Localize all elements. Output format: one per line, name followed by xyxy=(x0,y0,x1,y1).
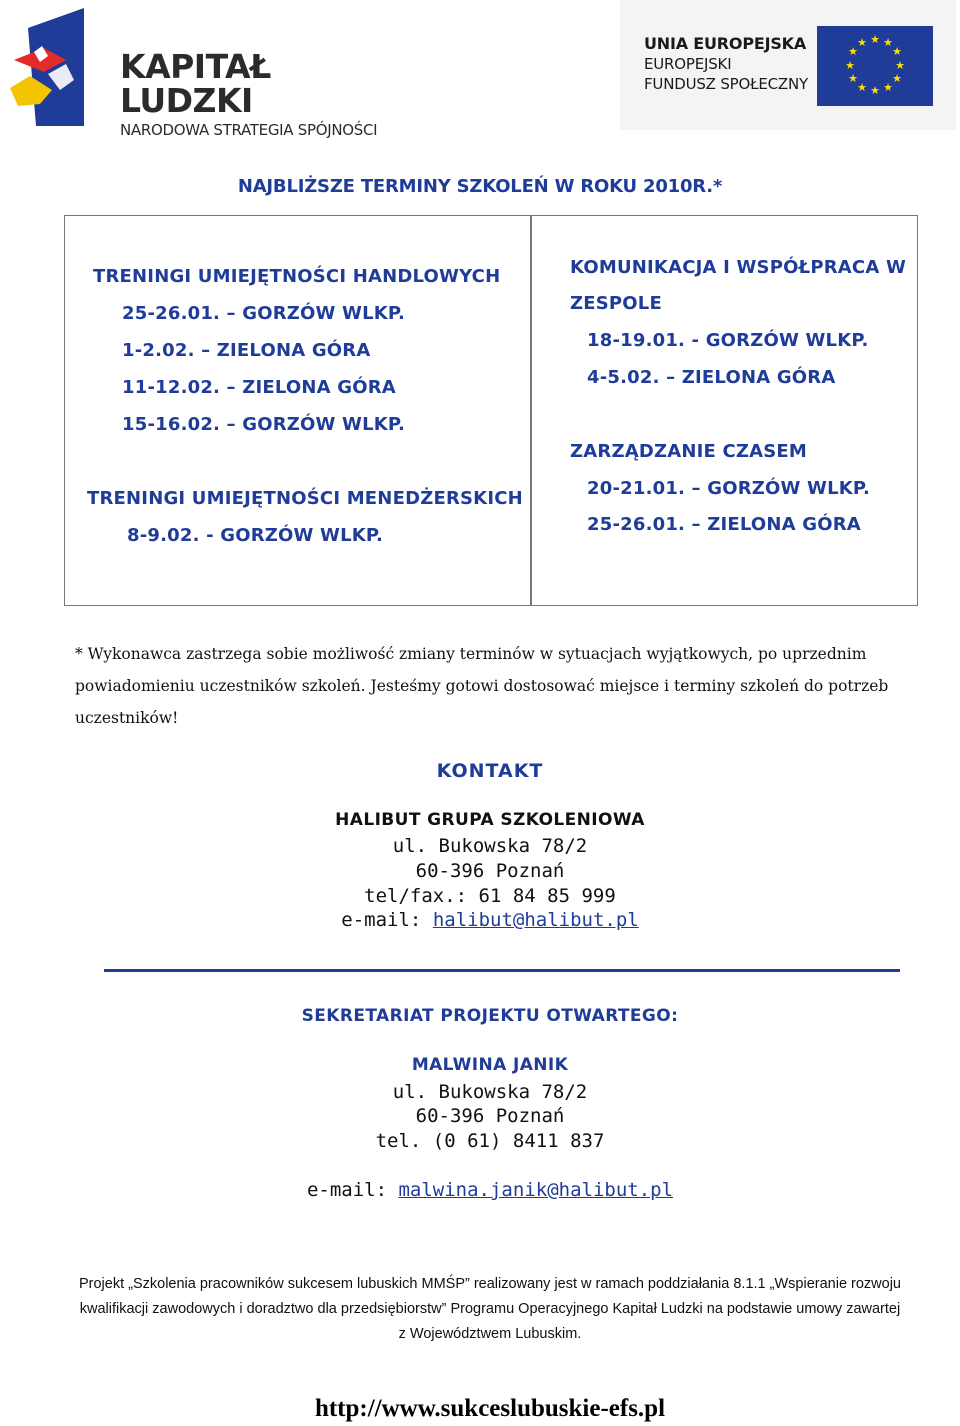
project-line-2: kwalifikacji zawodowych i doradztwo dla przedsiębiorstw” Programu Operacyjnego Kapitał Ludzki na podstawie umowy zawartej xyxy=(79,1301,901,1317)
contact-city: 60-396 Poznań xyxy=(415,860,565,882)
secretariat-heading: SEKRETARIAT PROJEKTU OTWARTEGO: xyxy=(301,1006,679,1026)
eu-logo-line1: UNIA EUROPEJSKA xyxy=(644,34,807,53)
svg-text:★: ★ xyxy=(883,36,893,49)
schedule-table xyxy=(64,215,918,606)
contact-email-label: e-mail: xyxy=(341,909,422,931)
svg-text:★: ★ xyxy=(848,72,858,85)
trade-date-3: 11-12.02. – ZIELONA GÓRA xyxy=(122,377,396,398)
comm-date-1: 18-19.01. - GORZÓW WLKP. xyxy=(587,330,869,351)
trade-date-1: 25-26.01. – GORZÓW WLKP. xyxy=(122,303,406,324)
svg-text:★: ★ xyxy=(848,45,858,58)
footer-url[interactable]: http://www.sukceslubuskie-efs.pl xyxy=(314,1395,666,1422)
trade-date-4: 15-16.02. – GORZÓW WLKP. xyxy=(122,414,406,435)
svg-text:★: ★ xyxy=(895,59,905,72)
time-training-title: ZARZĄDZANIE CZASEM xyxy=(570,441,808,462)
contact-email-link[interactable]: halibut@halibut.pl xyxy=(432,909,639,931)
svg-text:★: ★ xyxy=(892,72,902,85)
eu-logo-line2: EUROPEJSKI xyxy=(644,55,732,73)
svg-text:★: ★ xyxy=(845,59,855,72)
svg-text:★: ★ xyxy=(857,36,867,49)
trade-training-title: TRENINGI UMIEJĘTNOŚCI HANDLOWYCH xyxy=(93,266,501,287)
trade-date-2: 1-2.02. – ZIELONA GÓRA xyxy=(122,340,371,361)
project-line-1: Projekt „Szkolenia pracowników sukcesem lubuskich MMŚP” realizowany jest w ramach poddziałania 8.1.1 „Wspieranie rozwoju xyxy=(78,1276,901,1292)
contact-phone: tel/fax.: 61 84 85 999 xyxy=(364,885,616,907)
table-divider xyxy=(530,216,532,605)
svg-text:★: ★ xyxy=(883,81,893,94)
svg-text:★: ★ xyxy=(870,33,880,46)
time-date-2: 25-26.01. – ZIELONA GÓRA xyxy=(587,514,861,535)
contact-org-name: HALIBUT GRUPA SZKOLENIOWA xyxy=(335,810,645,830)
contact-street: ul. Bukowska 78/2 xyxy=(392,835,588,857)
eu-logo-line3: FUNDUSZ SPOŁECZNY xyxy=(644,75,808,93)
svg-text:★: ★ xyxy=(892,45,902,58)
secretariat-email-line xyxy=(0,1178,960,1203)
svg-text:★: ★ xyxy=(870,84,880,97)
eu-flag-icon xyxy=(817,26,933,106)
contact-heading: KONTAKT xyxy=(436,760,544,782)
kapital-ludzki-logo xyxy=(8,6,388,139)
comm-date-2: 4-5.02. – ZIELONA GÓRA xyxy=(587,367,836,388)
secretariat-person: MALWINA JANIK xyxy=(411,1055,569,1075)
contact-email-line xyxy=(0,908,960,933)
mgmt-training-title: TRENINGI UMIEJĘTNOŚCI MENEDŻERSKICH xyxy=(87,488,523,509)
time-date-1: 20-21.01. – GORZÓW WLKP. xyxy=(587,478,871,499)
comm-training-title-2: ZESPOLE xyxy=(570,293,662,314)
secretariat-street: ul. Bukowska 78/2 xyxy=(392,1081,588,1103)
kapital-ludzki-emblem-icon xyxy=(8,6,108,130)
section-divider xyxy=(104,969,900,972)
kapital-ludzki-subtitle: NARODOWA STRATEGIA SPÓJNOŚCI xyxy=(120,121,378,139)
secretariat-email-link[interactable]: malwina.janik@halibut.pl xyxy=(398,1179,674,1201)
eu-logo xyxy=(620,0,956,130)
kapital-ludzki-title: KAPITAŁ LUDZKI xyxy=(120,47,271,120)
secretariat-city: 60-396 Poznań xyxy=(415,1105,565,1127)
mgmt-date-1: 8-9.02. - GORZÓW WLKP. xyxy=(127,525,384,546)
secretariat-email-label: e-mail: xyxy=(306,1179,388,1201)
svg-text:★: ★ xyxy=(857,81,867,94)
secretariat-phone: tel. (0 61) 8411 837 xyxy=(375,1130,605,1152)
disclaimer-note: * Wykonawca zastrzega sobie możliwość zmiany terminów w sytuacjach wyjątkowych, po uprzednim powiadomieniu uczestników szkoleń. Jesteśmy gotowi dostosować miejsce i terminy szkoleń do potrzeb uczestników! xyxy=(75,645,889,727)
project-line-3: z Województwem Lubuskim. xyxy=(398,1326,582,1342)
project-description xyxy=(40,1272,940,1347)
comm-training-title-1: KOMUNIKACJA I WSPÓŁPRACA W xyxy=(570,257,906,278)
page-title: NAJBLIŻSZE TERMINY SZKOLEŃ W ROKU 2010R.* xyxy=(237,176,723,197)
